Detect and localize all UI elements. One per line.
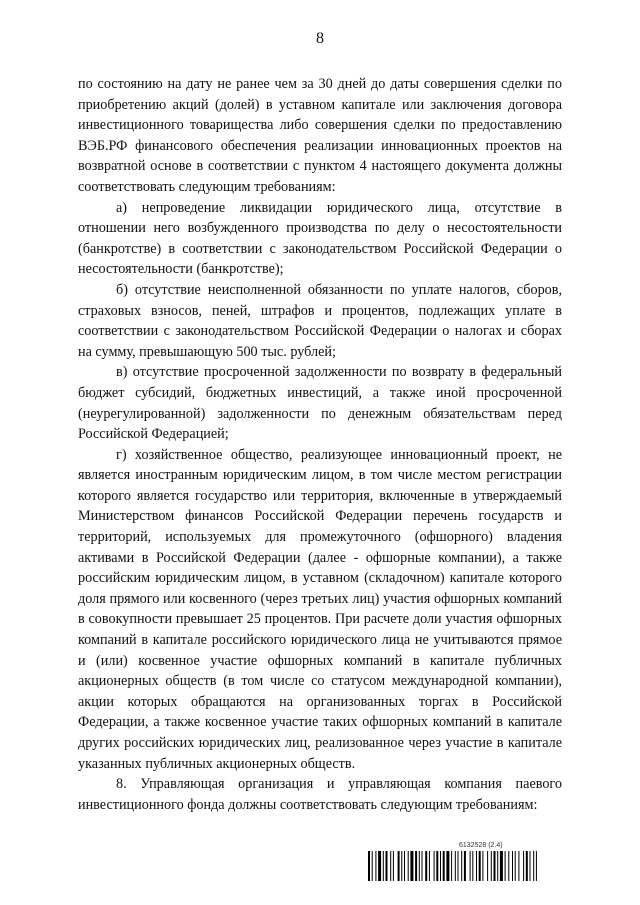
page-number: 8 — [316, 30, 324, 47]
paragraph-item-a: а) непроведение ликвидации юридического лица, отсутствие в отношении него возбужденного производства по делу о несостоятельности (банкротстве) в соответствии с законодательством Российской Федерации о несостоятельности (банкротстве); — [78, 199, 562, 278]
barcode-image — [368, 851, 598, 881]
paragraph-item-g: г) хозяйственное общество, реализующее инновационный проект, не является иностранным юридическим лицом, в том числе местом регистрации которого является государство или территория, включенные в утверждаемый Министерством финансов Российской Федерации перечень государств и территорий, используемых для промежуточного (офшорного) владения активами в Российской Федерации (далее - офшорные компании), а также российским юридическим лицом, в уставном (складочном) капитале которого доля прямого или косвенного (через третьих лиц) участия офшорных компаний в совокупности превышает 25 процентов. При расчете доли участия офшорных компаний в капитале российского юридического лица не учитываются прямое и (или) косвенное участие офшорных компаний в капитале публичных акционерных обществ (в том числе со статусом международной компании), акции которых обращаются на организованных торгах в Российской Федерации, а также косвенное участие таких офшорных компаний в капитале других российских юридических лиц, реализованное через участие в капитале указанных публичных акционерных обществ. — [78, 446, 562, 772]
barcode-caption: 6132528 (2.4) — [459, 842, 503, 849]
paragraph-intro: по состоянию на дату не ранее чем за 30 дней до даты совершения сделки по приобретению акций (долей) в уставном капитале или заключения договора инвестиционного товарищества либо совершения сделки по предоставлению ВЭБ.РФ финансового обеспечения реализации инновационных проектов на возвратной основе в соответствии с пунктом 4 настоящего документа должны соответствовать следующим требованиям: — [78, 76, 562, 195]
paragraph-section-8: 8. Управляющая организация и управляющая компания паевого инвестиционного фонда должны соответствовать следующим требованиям: — [78, 776, 562, 813]
document-body — [78, 74, 562, 815]
paragraph-item-v: в) отсутствие просроченной задолженности по возврату в федеральный бюджет субсидий, бюджетных инвестиций, а также иной просроченной (неурегулированной) задолженности по денежным обязательствам перед Российской Федерацией; — [78, 364, 562, 443]
paragraph-item-b: б) отсутствие неисполненной обязанности по уплате налогов, сборов, страховых взносов, пеней, штрафов и процентов, подлежащих уплате в соответствии с законодательством Российской Федерации о налогах и сборах на сумму, превышающую 500 тыс. рублей; — [78, 281, 562, 360]
